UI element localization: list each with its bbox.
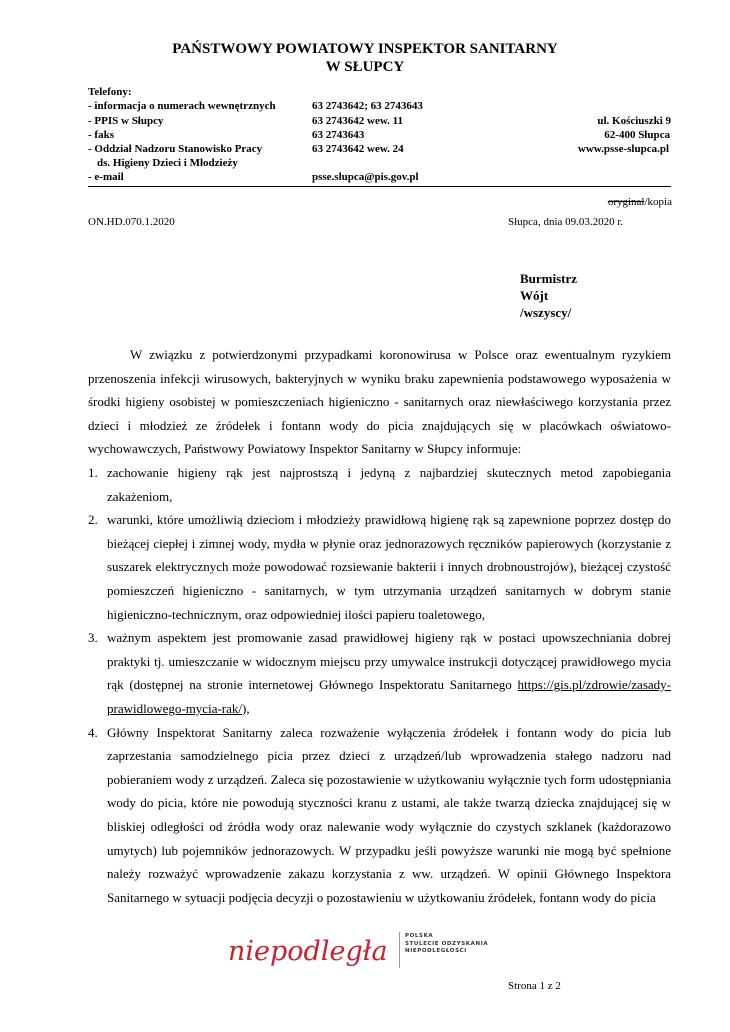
contact-label: - Oddział Nadzoru Stanowisko Pracy xyxy=(88,143,263,155)
page-subtitle: W SŁUPCY xyxy=(325,59,405,75)
header-divider xyxy=(88,186,671,187)
contacts-heading: Telefony: xyxy=(88,86,132,98)
recipient-line: Burmistrz xyxy=(520,271,578,286)
contact-label: - PPIS w Słupcy xyxy=(88,115,164,127)
list-number: 4. xyxy=(88,724,98,740)
contact-value: 63 2743642 wew. 11 xyxy=(312,115,404,127)
place-date: Słupca, dnia 09.03.2020 r. xyxy=(508,216,624,228)
list-item-text: Główny Inspektorat Sanitarny zaleca rozważenie wyłączenia źródełek i fontann wody do picia lub zaprzestania samodzielnego picia przez dzieci z urządzeń/lub wprowadzenia stałego nadzoru nad pobieraniem wody z urządzeń. Zaleca się pozostawienie w użytkowaniu wyłącznie tych form udostępniania wody do picia, które nie powodują styczności kranu z ustami, ale także twarzą dziecka znajdującej się w bliskiej odległości od źródła wody oraz nalewanie wody wyłącznie do czystych szklanek (każdorazowo umytych) lub pojemników jednorazowych. W przypadku jeśli powyższe warunki nie mogą być spełnione należy rozważyć wprowadzenie zakazu korzystania z ww. urządzeń. W opinii Głównego Inspektora Sanitarnego w sytuacji podjęcia decyzji o pozostawieniu w użytkowaniu źródełek, fontann wody do picia xyxy=(107,724,671,905)
niepodlegla-logo xyxy=(226,930,396,979)
reference-number: ON.HD.070.1.2020 xyxy=(88,216,175,228)
list-item-text: ważnym aspektem jest promowanie zasad prawidłowej higieny rąk w postaci upowszechniania dobrej praktyki tj. umieszczanie w widocznym miejscu przy umywalce instrukcji dotyczącej prawidłowego mycia rąk (dostępnej na stronie internetowej Głównego Inspektoratu Sanitarnego xyxy=(107,630,671,693)
logo-caption-line: POLSKA xyxy=(405,933,434,939)
contact-label: - faks xyxy=(88,129,114,141)
list-number: 3. xyxy=(88,630,98,646)
contact-label: - informacja o numerach wewnętrznych xyxy=(88,100,276,112)
gis-hand-washing-link[interactable]: https://gis.pl/zdrowie/zasady-prawidlowego-mycia-rak/ xyxy=(107,677,671,716)
recommendations-list xyxy=(88,461,671,909)
logo-caption-line: NIEPODLEGŁOŚCI xyxy=(405,948,467,954)
contact-value: 63 2743642 wew. 24 xyxy=(312,143,404,155)
address-line: 62-400 Słupca xyxy=(604,129,670,141)
recipient-line: Wójt xyxy=(520,288,549,303)
logo-caption-line: STULECIE ODZYSKANIA xyxy=(405,940,489,947)
logo-caption xyxy=(405,933,488,956)
contact-label: ds. Higieny Dzieci i Młodzieży xyxy=(97,157,238,169)
page-title: PAŃSTWOWY POWIATOWY INSPEKTOR SANITARNY xyxy=(172,41,558,57)
recipient-block xyxy=(520,270,577,321)
intro-paragraph: W związku z potwierdzonymi przypadkami koronowirusa w Polsce oraz ewentualnym ryzykiem przenoszenia infekcji wirusowych, bakteryjnych w wyniku braku zapewnienia podstawowego wyposażenia w środki higieny osobistej w pomieszczeniach higieniczno - sanitarnych oraz niewłaściwego korzystania przez dzieci i młodzież ze źródełek i fontann wody do picia znajdujących się w placówkach oświatowo-wychowawczych, Państwowy Powiatowy Inspektor Sanitarny w Słupcy informuje: xyxy=(88,347,671,457)
list-item xyxy=(88,508,671,626)
contact-email[interactable]: psse.slupca@pis.gov.pl xyxy=(312,171,419,183)
recipient-line: /wszyscy/ xyxy=(520,305,572,320)
website-link[interactable]: www.psse-slupca.pl xyxy=(577,143,669,155)
list-item-text: warunki, które umożliwią dzieciom i młodzieży prawidłową higienę rąk są zapewnione poprzez dostęp do bieżącej ciepłej i zimnej wody, mydła w płynie oraz jednorazowych ręczników papierowych (korzystanie z suszarek elektrycznych może powodować rozsiewanie bakterii i innych drobnoustrojów), bieżącej czystość pomieszczeń higieniczno - sanitarnych, w tym utrzymania urządzeń sanitarnych w dobrym stanie higieniczno-technicznym, oraz odpowiedniej ilości papieru toaletowego, xyxy=(107,512,671,622)
contact-label: - e-mail xyxy=(88,171,124,183)
logo-divider xyxy=(399,932,400,968)
list-number: 2. xyxy=(88,512,98,528)
contact-value: 63 2743642; 63 2743643 xyxy=(312,100,423,112)
list-item xyxy=(88,721,671,910)
list-item-text: ), xyxy=(242,700,250,716)
original-mark: oryginał xyxy=(607,196,645,208)
contact-value: 63 2743643 xyxy=(312,129,365,141)
page-number: Strona 1 z 2 xyxy=(508,980,561,992)
logo-wordmark: niepodległa xyxy=(228,936,388,967)
niepodlegla-logo-icon xyxy=(226,930,396,974)
list-item-text: zachowanie higieny rąk jest najprostszą i jedyną z najbardziej skutecznych metod zapobiegania zakażeniom, xyxy=(107,465,671,504)
list-number: 1. xyxy=(88,465,98,480)
original-copy-mark xyxy=(588,195,672,209)
copy-mark: /kopia xyxy=(644,196,672,208)
list-item xyxy=(88,461,671,508)
address-line: ul. Kościuszki 9 xyxy=(597,115,671,127)
list-item xyxy=(88,626,671,720)
